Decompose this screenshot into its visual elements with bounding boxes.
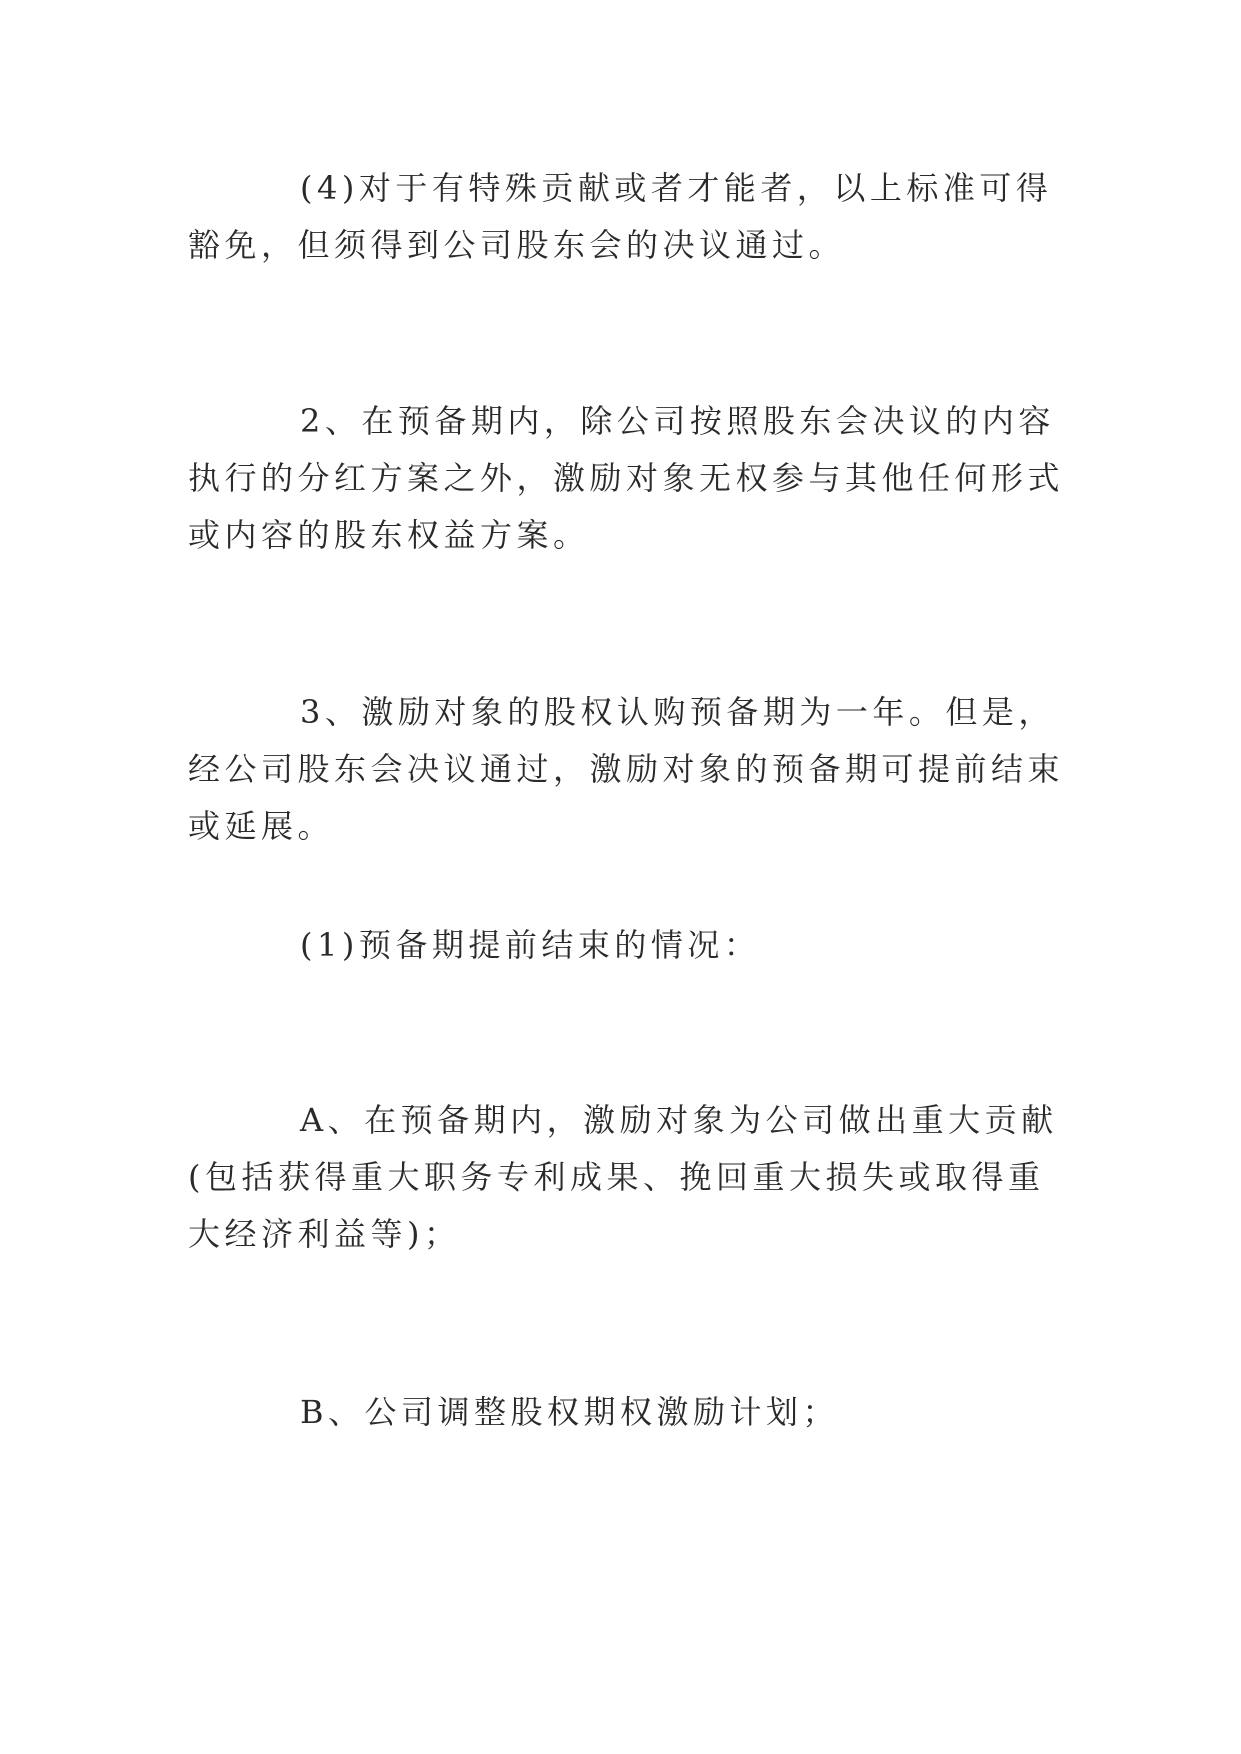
paragraph-special-contribution: (4)对于有特殊贡献或者才能者，以上标准可得豁免，但须得到公司股东会的决议通过。	[188, 169, 1053, 264]
paragraph-item-b: B、公司调整股权期权激励计划；	[300, 1393, 840, 1431]
paragraph-probation-period: 3、激励对象的股权认购预备期为一年。但是，经公司股东会决议通过，激励对象的预备期可提前结束或延展。	[188, 693, 1065, 845]
paragraph-early-end-heading: (1)预备期提前结束的情况：	[300, 926, 761, 964]
paragraph-dividend-scheme: 2、在预备期内，除公司按照股东会决议的内容执行的分红方案之外，激励对象无权参与其他任何形式或内容的股东权益方案。	[188, 402, 1065, 554]
paragraph-item-a: A、在预备期内，激励对象为公司做出重大贡献(包括获得重大职务专利成果、挽回重大损失或取得重大经济利益等)；	[188, 1101, 1058, 1253]
